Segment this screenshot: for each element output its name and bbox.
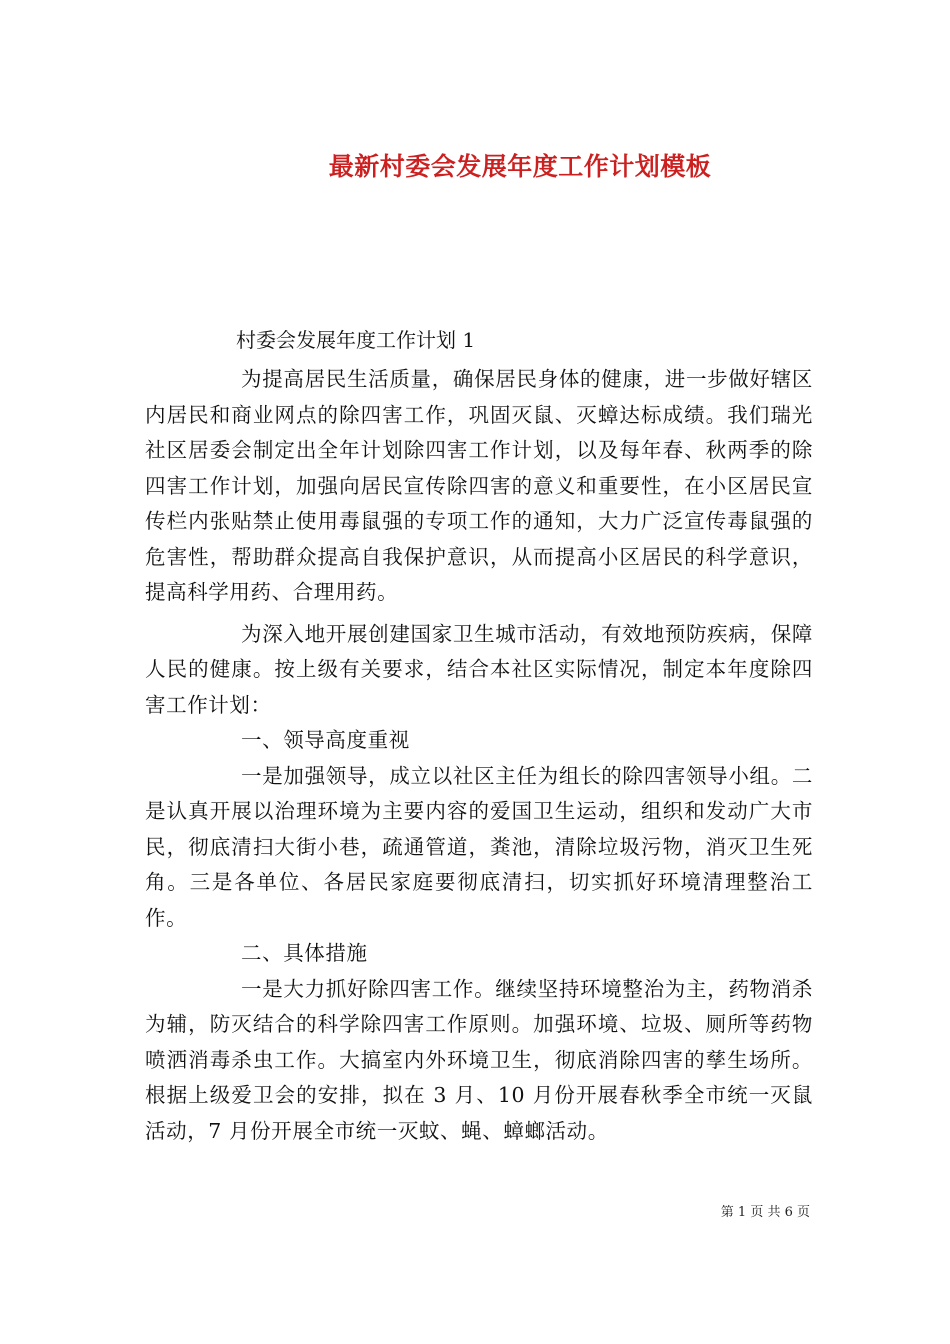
paragraph: 一是加强领导，成立以社区主任为组长的除四害领导小组。二是认真开展以治理环境为主要内容的爱国卫生运动，组织和发动广大市民，彻底清扫大街小巷，疏通管道，粪池，清除垃圾污物，消灭卫生死角。三是各单位、各居民家庭要彻底清扫，切实抓好环境清理整治工作。 — [145, 763, 813, 930]
document-body — [145, 362, 813, 1149]
paragraph: 为提高居民生活质量，确保居民身体的健康，进一步做好辖区内居民和商业网点的除四害工作，巩固灭鼠、灭蟑达标成绩。我们瑞光社区居委会制定出全年计划除四害工作计划，以及每年春、秋两季的除四害工作计划，加强向居民宣传除四害的意义和重要性，在小区居民宣传栏内张贴禁止使用毒鼠强的专项工作的通知，大力广泛宣传毒鼠强的危害性，帮助群众提高自我保护意识，从而提高小区居民的科学意识，提高科学用药、合理用药。 — [145, 367, 813, 604]
paragraph: 为深入地开展创建国家卫生城市活动，有效地预防疾病，保障人民的健康。按上级有关要求，结合本社区实际情况，制定本年度除四害工作计划： — [145, 621, 813, 717]
document-title: 最新村委会发展年度工作计划模板 — [328, 151, 712, 181]
page-number: 第 1 页 共 6 页 — [720, 1205, 810, 1220]
section-heading: 一、领导高度重视 — [241, 728, 410, 752]
section-heading: 二、具体措施 — [241, 941, 368, 965]
paragraph: 一是大力抓好除四害工作。继续坚持环境整治为主，药物消杀为辅，防灭结合的科学除四害工作原则。加强环境、垃圾、厕所等药物喷洒消毒杀虫工作。大搞室内外环境卫生，彻底消除四害的孳生场所。根据上级爱卫会的安排，拟在 3 月、10 月份开展春秋季全市统一灭鼠活动，7 月份开展全市统一灭蚊、蝇、蟑螂活动。 — [145, 976, 813, 1143]
section-title: 村委会发展年度工作计划 1 — [236, 328, 476, 352]
